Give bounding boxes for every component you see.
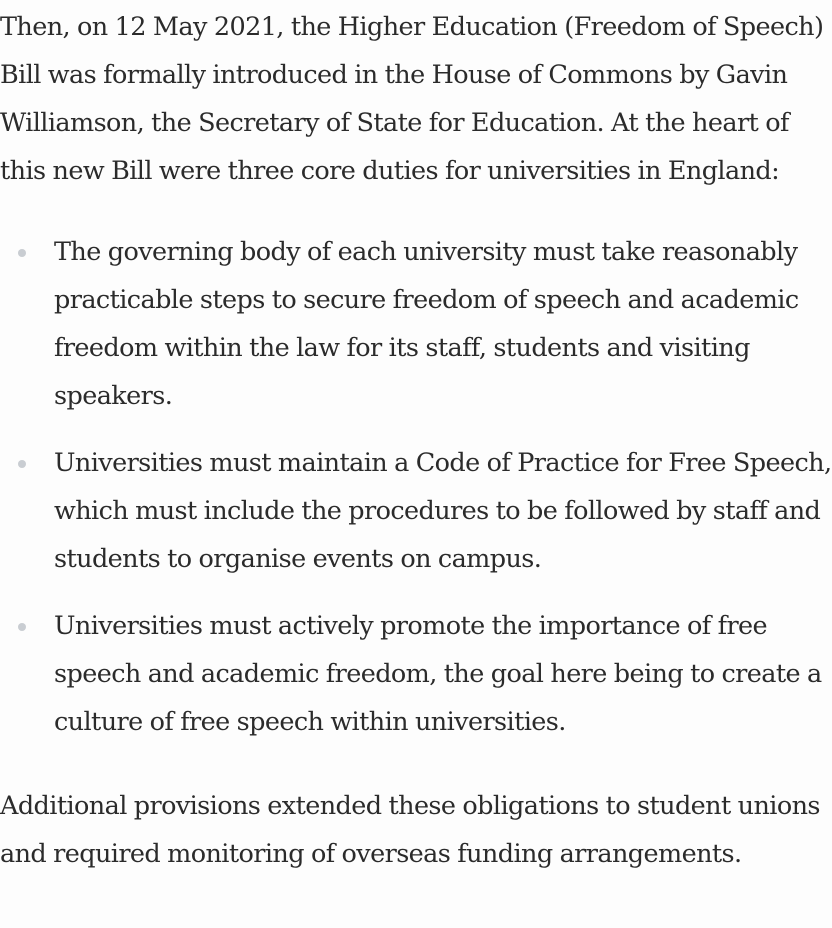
list-item <box>0 439 832 583</box>
closing-paragraph: Additional provisions extended these obligations to student unions and required monitoring of overseas funding arrangements. <box>0 791 820 869</box>
list-item-text: Universities must actively promote the importance of free speech and academic freedom, the goal here being to create a culture of free speech within universities. <box>54 611 822 737</box>
bullet-dot-icon <box>18 460 26 468</box>
list-item-text: Universities must maintain a Code of Practice for Free Speech, which must include the procedures to be followed by staff and students to organise events on campus. <box>54 448 832 574</box>
duties-list <box>0 228 832 746</box>
list-item <box>0 228 832 420</box>
list-item <box>0 602 832 746</box>
bullet-dot-icon <box>18 623 26 631</box>
list-item-text: The governing body of each university must take reasonably practicable steps to secure freedom of speech and academic freedom within the law for its staff, students and visiting speakers. <box>54 237 799 411</box>
bullet-dot-icon <box>18 249 26 257</box>
article-body <box>0 3 832 878</box>
intro-paragraph: Then, on 12 May 2021, the Higher Education (Freedom of Speech) Bill was formally introduced in the House of Commons by Gavin Williamson, the Secretary of State for Education. At the heart of this new Bill were three core duties for universities in England: <box>0 12 824 186</box>
